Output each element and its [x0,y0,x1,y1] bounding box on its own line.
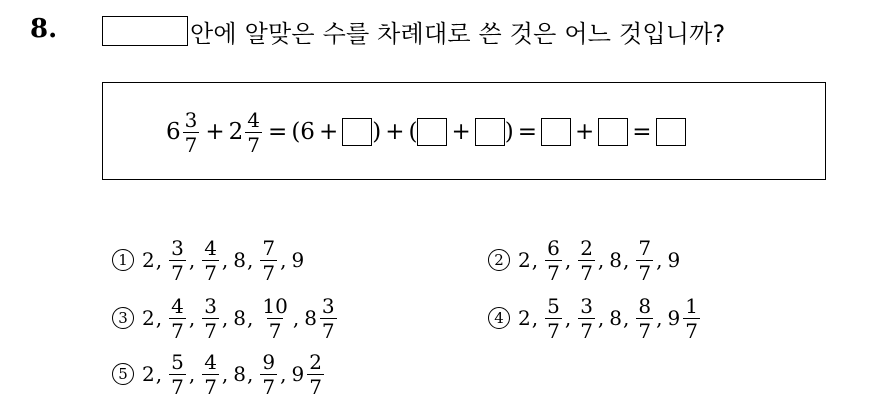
option-separator: , [280,362,287,386]
option-fraction [578,235,595,285]
blank-box [417,118,447,146]
option-fraction [636,293,653,343]
option-numerator: 2 [580,235,593,260]
option-separator: , [597,306,605,330]
option-fraction [202,293,219,343]
option-numerator: 8 [638,293,652,318]
option-whole-number: 8 [304,306,317,330]
option-denominator: 7 [638,260,652,285]
option-separator: , [247,306,254,330]
term2-numerator: 4 [247,107,261,132]
option-integer: 2 [142,362,155,386]
option-integer: 8 [233,362,247,386]
plus-sign: + [385,119,405,145]
close-paren: ) [372,119,382,145]
option-denominator: 7 [580,260,593,285]
option-5[interactable] [112,348,326,400]
option-numerator: 6 [547,235,560,260]
option-fraction [545,293,562,343]
option-2[interactable] [488,234,680,286]
option-fraction [202,349,219,399]
option-fraction [260,293,289,343]
option-separator: , [155,306,163,330]
option-separator: , [623,248,630,272]
option-separator: , [656,306,663,330]
option-integer: 9 [291,248,305,272]
option-integer: 9 [667,248,681,272]
option-marker: 1 [112,249,134,271]
option-separator: , [188,248,196,272]
option-numerator: 4 [204,349,217,374]
option-denominator: 7 [204,260,217,285]
option-denominator: 7 [268,318,282,343]
option-separator: , [531,306,539,330]
option-denominator: 7 [171,374,184,399]
plus-sign: + [205,119,225,145]
term1-whole: 6 [166,119,181,145]
plus-sign: + [318,119,339,145]
option-denominator: 7 [321,318,335,343]
option-denominator: 7 [171,318,184,343]
option-fraction [169,349,186,399]
question-number: 8. [30,14,58,44]
option-marker: 4 [488,307,510,329]
option-separator: , [623,306,630,330]
option-denominator: 7 [547,318,560,343]
option-integer: 2 [142,248,155,272]
option-whole-number: 9 [291,362,305,386]
option-separator: , [221,306,229,330]
option-4[interactable] [488,292,702,344]
option-fraction [260,349,277,399]
option-numerator: 7 [638,235,652,260]
option-integer: 8 [233,248,247,272]
option-integer: 2 [518,306,531,330]
option-separator: , [188,306,196,330]
term1-numerator: 3 [184,107,198,132]
blank-box [598,118,628,146]
option-fraction [307,349,324,399]
option-denominator: 7 [204,374,217,399]
option-numerator: 3 [321,293,335,318]
option-denominator: 7 [262,374,276,399]
option-numerator: 5 [547,293,560,318]
option-separator: , [188,362,196,386]
option-integer: 8 [609,306,623,330]
close-paren: ) [504,119,514,145]
blank-box [656,118,686,146]
option-integer: 8 [233,306,247,330]
term2-fraction [245,107,262,157]
option-numerator: 9 [262,349,276,374]
option-separator: , [221,248,229,272]
option-separator: , [531,248,539,272]
option-3[interactable] [112,292,339,344]
option-integer: 2 [142,306,155,330]
option-denominator: 7 [685,318,698,343]
blank-box [541,118,571,146]
option-separator: , [221,362,229,386]
option-separator: , [155,248,163,272]
option-fraction [169,235,186,285]
option-separator: , [280,248,287,272]
option-separator: , [247,362,254,386]
option-fraction [169,293,186,343]
equation [166,102,686,162]
term1-fraction [183,107,200,157]
option-numerator: 3 [580,293,593,318]
option-marker: 3 [112,307,134,329]
equals-sign: = [268,119,288,145]
option-separator: , [656,248,663,272]
term2-denominator: 7 [247,132,261,157]
term1-denominator: 7 [184,132,198,157]
equals-sign: = [517,119,538,145]
option-denominator: 7 [171,260,184,285]
option-numerator: 7 [262,235,276,260]
option-separator: , [247,248,254,272]
option-numerator: 2 [309,349,322,374]
question-text: 안에 알맞은 수를 차례대로 쓴 것은 어느 것입니까? [190,20,726,48]
option-marker: 2 [488,249,510,271]
plus-sign: + [451,119,471,145]
plus-sign: + [575,119,595,145]
option-integer: 2 [518,248,531,272]
option-separator: , [564,306,572,330]
option-numerator: 3 [171,235,184,260]
option-fraction [578,293,595,343]
option-fraction [545,235,562,285]
option-numerator: 4 [204,235,217,260]
option-fraction [260,235,277,285]
option-separator: , [155,362,163,386]
option-separator: , [597,248,605,272]
option-denominator: 7 [204,318,217,343]
option-integer: 8 [609,248,623,272]
option-denominator: 7 [547,260,560,285]
option-denominator: 7 [580,318,593,343]
six: 6 [300,119,315,145]
option-fraction [320,293,337,343]
option-fraction [683,293,700,343]
option-separator: , [292,306,300,330]
option-numerator: 5 [171,349,184,374]
option-1[interactable] [112,234,304,286]
open-paren: ( [408,119,418,145]
open-paren: ( [291,119,301,145]
option-numerator: 10 [262,293,288,318]
option-marker: 5 [112,363,134,385]
equals-sign: = [632,119,652,145]
option-whole-number: 9 [667,306,681,330]
option-numerator: 4 [171,293,184,318]
blank-box [342,118,372,146]
option-numerator: 3 [204,293,217,318]
blank-box [475,118,505,146]
answer-blank-box [102,16,188,46]
option-fraction [636,235,653,285]
option-denominator: 7 [262,260,276,285]
option-fraction [202,235,219,285]
option-separator: , [564,248,572,272]
option-denominator: 7 [638,318,652,343]
option-numerator: 1 [685,293,698,318]
option-denominator: 7 [309,374,322,399]
term2-whole: 2 [228,119,244,145]
